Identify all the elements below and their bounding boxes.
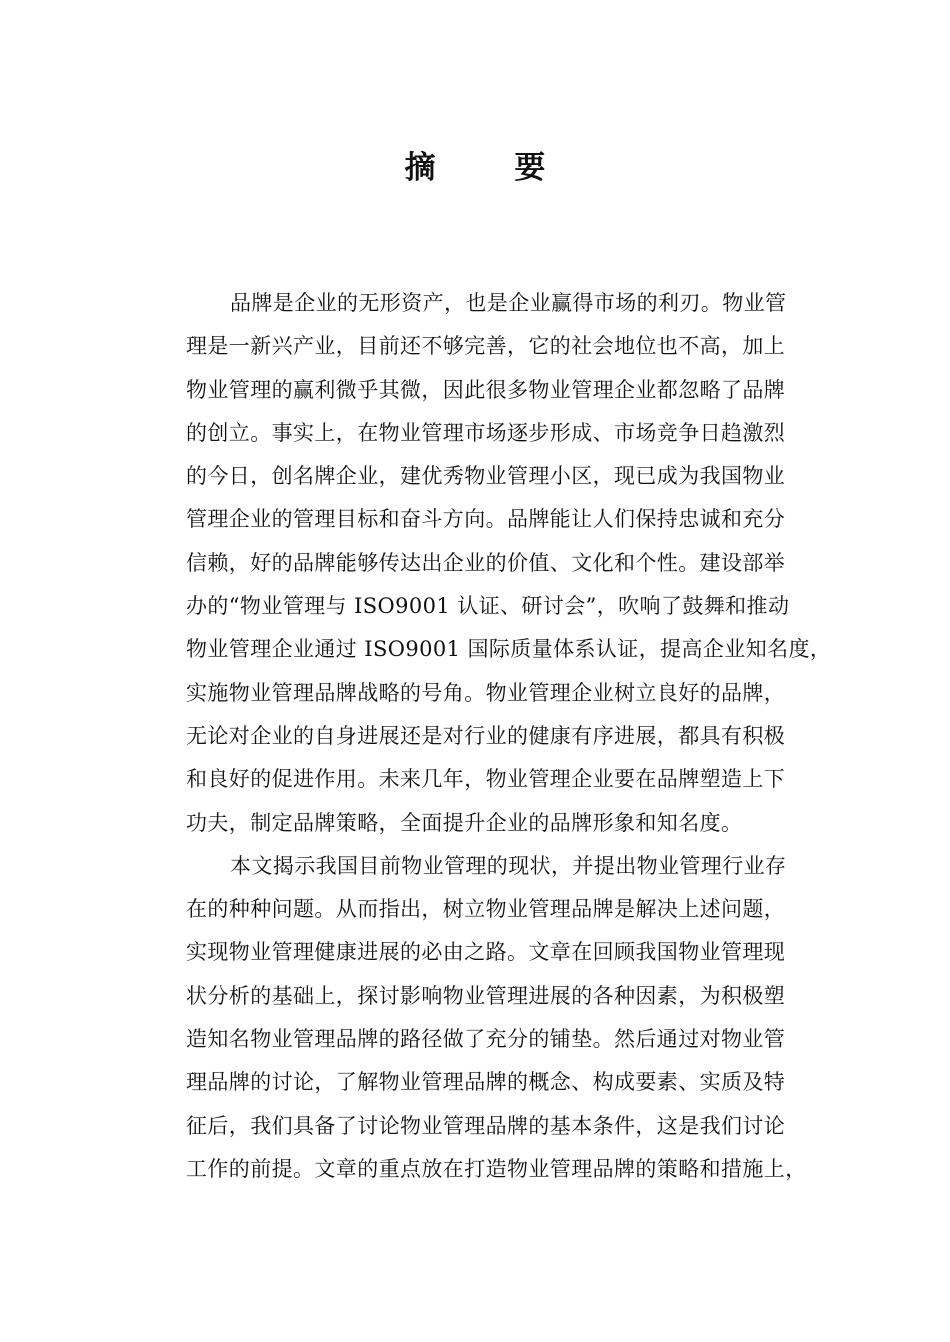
text-line: 状分析的基础上，探讨影响物业管理进展的各种因素，为积极塑 xyxy=(186,983,786,1008)
text-line: 实施物业管理品牌战略的号角。物业管理企业树立良好的品牌， xyxy=(186,680,786,705)
text-line: 本文揭示我国目前物业管理的现状，并提出物业管理行业存 xyxy=(230,853,787,878)
paragraph-1 xyxy=(186,282,832,845)
text-line: 理是一新兴产业，目前还不够完善，它的社会地位也不高，加上 xyxy=(186,334,786,359)
text-line: 和良好的促进作用。未来几年，物业管理企业要在品牌塑造上下 xyxy=(186,767,786,792)
text-line: 在的种种问题。从而指出，树立物业管理品牌是解决上述问题， xyxy=(186,897,786,922)
page-title: 摘 要 xyxy=(404,150,580,186)
text-line: 无论对企业的自身进展还是对行业的健康有序进展，都具有积极 xyxy=(186,723,786,748)
text-line: 征后，我们具备了讨论物业管理品牌的基本条件，这是我们讨论 xyxy=(186,1113,786,1138)
text-line: 品牌是企业的无形资产，也是企业赢得市场的利刃。物业管 xyxy=(230,291,787,315)
text-line: 办的“物业管理与 ISO9001 认证、研讨会”，吹响了鼓舞和推动 xyxy=(186,594,790,619)
text-line: 的今日，创名牌企业，建优秀物业管理小区，现已成为我国物业 xyxy=(186,464,786,489)
text-line: 造知名物业管理品牌的路径做了充分的铺垫。然后通过对物业管 xyxy=(186,1027,786,1052)
text-line: 的创立。事实上，在物业管理市场逐步形成、市场竞争日趋激烈 xyxy=(186,420,786,445)
text-line: 理品牌的讨论，了解物业管理品牌的概念、构成要素、实质及特 xyxy=(186,1070,786,1095)
text-line: 物业管理的赢利微乎其微，因此很多物业管理企业都忽略了品牌 xyxy=(186,377,786,402)
text-line: 物业管理企业通过 ISO9001 国际质量体系认证，提高企业知名度， xyxy=(186,637,832,662)
text-line: 工作的前提。文章的重点放在打造物业管理品牌的策略和措施上， xyxy=(186,1156,807,1181)
abstract-body xyxy=(186,282,832,1191)
text-line: 功夫，制定品牌策略，全面提升企业的品牌形象和知名度。 xyxy=(186,810,743,835)
paragraph-2 xyxy=(186,845,826,1191)
text-line: 信赖，好的品牌能够传达出企业的价值、文化和个性。建设部举 xyxy=(186,550,786,575)
text-line: 管理企业的管理目标和奋斗方向。品牌能让人们保持忠诚和充分 xyxy=(186,507,786,532)
text-line: 实现物业管理健康进展的必由之路。文章在回顾我国物业管理现 xyxy=(186,940,786,965)
